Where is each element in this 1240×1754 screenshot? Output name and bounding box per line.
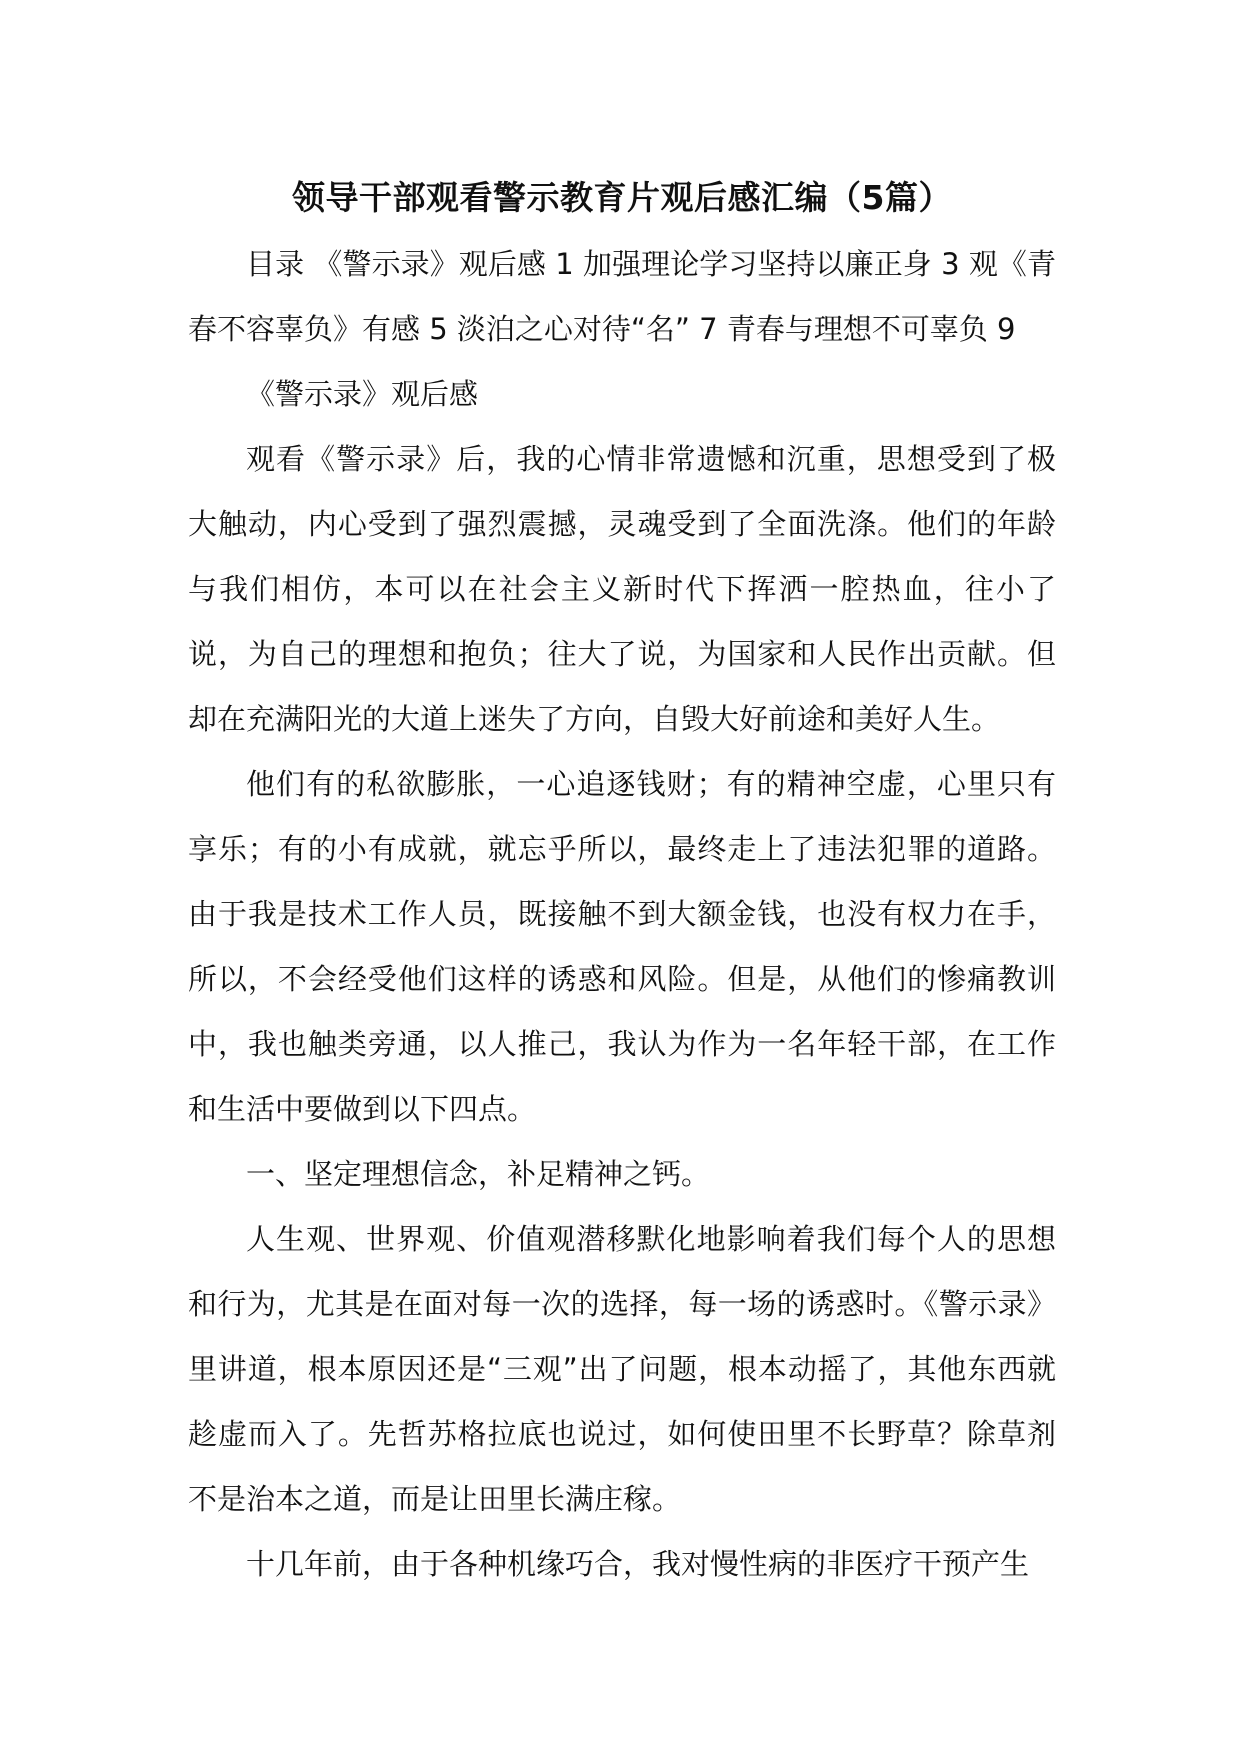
document-page xyxy=(188,170,1056,1597)
paragraph: 人生观、世界观、价值观潜移默化地影响着我们每个人的思想和行为，尤其是在面对每一次的选择，每一场的诱惑时。《警示录》里讲道，根本原因还是“三观”出了问题，根本动摇了，其他东西就趁虚而入了。先哲苏格拉底也说过，如何使田里不长野草？除草剂不是治本之道，而是让田里长满庄稼。 xyxy=(188,1222,1056,1516)
table-of-contents: 目录 《警示录》观后感 1 加强理论学习坚持以廉正身 3 观《青春不容辜负》有感 5 淡泊之心对待“名” 7 青春与理想不可辜负 9 xyxy=(188,247,1056,346)
paragraph: 他们有的私欲膨胀，一心追逐钱财；有的精神空虚，心里只有享乐；有的小有成就，就忘乎所以，最终走上了违法犯罪的道路。由于我是技术工作人员，既接触不到大额金钱，也没有权力在手，所以，不会经受他们这样的诱惑和风险。但是，从他们的惨痛教训中，我也触类旁通，以人推己，我认为作为一名年轻干部，在工作和生活中要做到以下四点。 xyxy=(188,767,1056,1126)
subheading: 一、坚定理想信念，补足精神之钙。 xyxy=(246,1157,711,1191)
section-heading: 《警示录》观后感 xyxy=(246,377,479,411)
document-title: 领导干部观看警示教育片观后感汇编（5篇） xyxy=(292,178,952,217)
paragraph: 十几年前，由于各种机缘巧合，我对慢性病的非医疗干预产生 xyxy=(246,1547,1030,1581)
paragraph: 观看《警示录》后，我的心情非常遗憾和沉重，思想受到了极大触动，内心受到了强烈震撼，灵魂受到了全面洗涤。他们的年龄与我们相仿，本可以在社会主义新时代下挥洒一腔热血，往小了说，为自己的理想和抱负；往大了说，为国家和人民作出贡献。但却在充满阳光的大道上迷失了方向，自毁大好前途和美好人生。 xyxy=(188,442,1056,736)
